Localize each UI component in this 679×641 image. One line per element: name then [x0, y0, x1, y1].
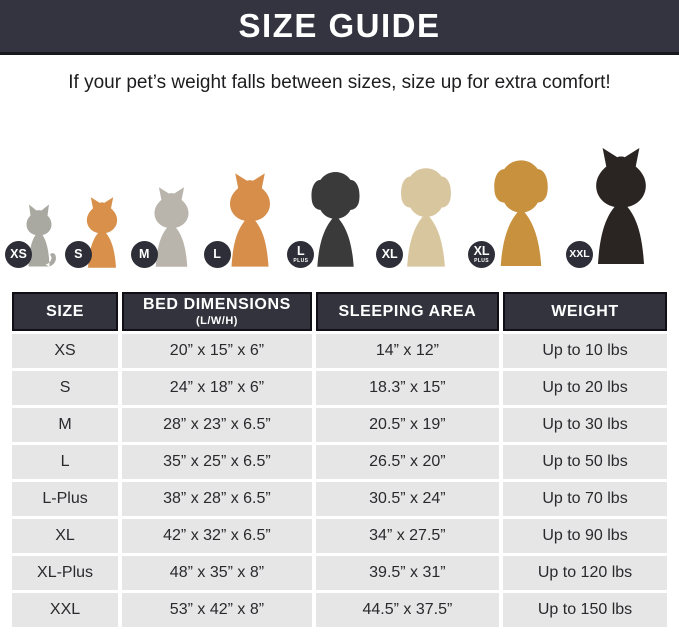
sleeping-area-cell: 14” x 12”	[316, 334, 499, 368]
sleeping-area-cell: 39.5” x 31”	[316, 556, 499, 590]
animal-figure-s	[74, 196, 130, 269]
size-badge-label: M	[138, 247, 150, 262]
animal-size-lineup	[0, 99, 679, 287]
sleeping-area-cell: 34” x 27.5”	[316, 519, 499, 553]
size-cell: S	[12, 371, 118, 405]
size-badge-label: XL	[473, 244, 490, 259]
table-row-xl	[12, 519, 667, 553]
bed-dimensions-cell: 24” x 18” x 6”	[122, 371, 312, 405]
size-guide-banner	[0, 0, 679, 55]
size-badge-l	[204, 241, 231, 268]
size-badge-label: XXL	[569, 248, 590, 261]
table-header-row	[12, 292, 667, 331]
animal-figure-xs	[10, 203, 64, 269]
size-badge-label: XL	[381, 247, 398, 262]
bed-dimensions-cell: 53” x 42” x 8”	[122, 593, 312, 627]
bed-dimensions-cell: 35” x 25” x 6.5”	[122, 445, 312, 479]
animal-figure-m	[140, 185, 203, 269]
sizing-advice-text: If your pet’s weight falls between sizes, size up for extra comfort!	[68, 72, 611, 93]
size-badge-s	[65, 241, 92, 268]
table-row-l-plus	[12, 482, 667, 516]
animal-figure-xxl	[569, 143, 667, 269]
sleeping-area-cell: 26.5” x 20”	[316, 445, 499, 479]
header-bed-dimensions	[122, 292, 312, 331]
size-badge-xl-plus	[468, 241, 495, 268]
size-badge-m	[131, 241, 158, 268]
weight-cell: Up to 70 lbs	[503, 482, 667, 516]
size-badge-label: XS	[10, 247, 27, 262]
header-sleeping-area: SLEEPING AREA	[316, 292, 499, 331]
weight-cell: Up to 90 lbs	[503, 519, 667, 553]
size-badge-xs	[5, 241, 32, 268]
page-title: SIZE GUIDE	[238, 7, 441, 44]
size-cell: XXL	[12, 593, 118, 627]
weight-cell: Up to 30 lbs	[503, 408, 667, 442]
size-cell: L	[12, 445, 118, 479]
bed-dimensions-cell: 42” x 32” x 6.5”	[122, 519, 312, 553]
size-badge-label: L	[297, 244, 305, 259]
header-bed-dimensions-sub: (L/W/H)	[195, 315, 238, 327]
animal-figure-l	[213, 171, 287, 269]
weight-cell: Up to 10 lbs	[503, 334, 667, 368]
size-cell: M	[12, 408, 118, 442]
size-cell: XL-Plus	[12, 556, 118, 590]
sleeping-area-cell: 18.3” x 15”	[316, 371, 499, 405]
size-cell: XL	[12, 519, 118, 553]
size-cell: XS	[12, 334, 118, 368]
weight-cell: Up to 120 lbs	[503, 556, 667, 590]
table-row-xs	[12, 334, 667, 368]
bed-dimensions-cell: 48” x 35” x 8”	[122, 556, 312, 590]
header-size: SIZE	[12, 292, 118, 331]
bed-dimensions-cell: 28” x 23” x 6.5”	[122, 408, 312, 442]
size-badge-label: S	[74, 247, 83, 262]
sleeping-area-cell: 44.5” x 37.5”	[316, 593, 499, 627]
header-weight: WEIGHT	[503, 292, 667, 331]
animal-figure-l-plus	[293, 165, 375, 269]
table-row-xl-plus	[12, 556, 667, 590]
header-bed-dimensions-main: BED DIMENSIONS	[142, 296, 291, 313]
table-row-s	[12, 371, 667, 405]
animal-figure-xl	[381, 161, 467, 269]
table-row-l	[12, 445, 667, 479]
weight-cell: Up to 20 lbs	[503, 371, 667, 405]
table-row-xxl	[12, 593, 667, 627]
bed-dimensions-cell: 20” x 15” x 6”	[122, 334, 312, 368]
size-guide-table	[8, 289, 671, 630]
size-badge-sublabel: PLUS	[293, 257, 309, 264]
animal-figure-xl-plus	[473, 152, 565, 269]
weight-cell: Up to 150 lbs	[503, 593, 667, 627]
size-badge-label: L	[213, 247, 221, 262]
sleeping-area-cell: 30.5” x 24”	[316, 482, 499, 516]
table-row-m	[12, 408, 667, 442]
bed-dimensions-cell: 38” x 28” x 6.5”	[122, 482, 312, 516]
sleeping-area-cell: 20.5” x 19”	[316, 408, 499, 442]
weight-cell: Up to 50 lbs	[503, 445, 667, 479]
size-badge-sublabel: PLUS	[474, 257, 490, 264]
size-badge-xxl	[566, 241, 593, 268]
size-cell: L-Plus	[12, 482, 118, 516]
